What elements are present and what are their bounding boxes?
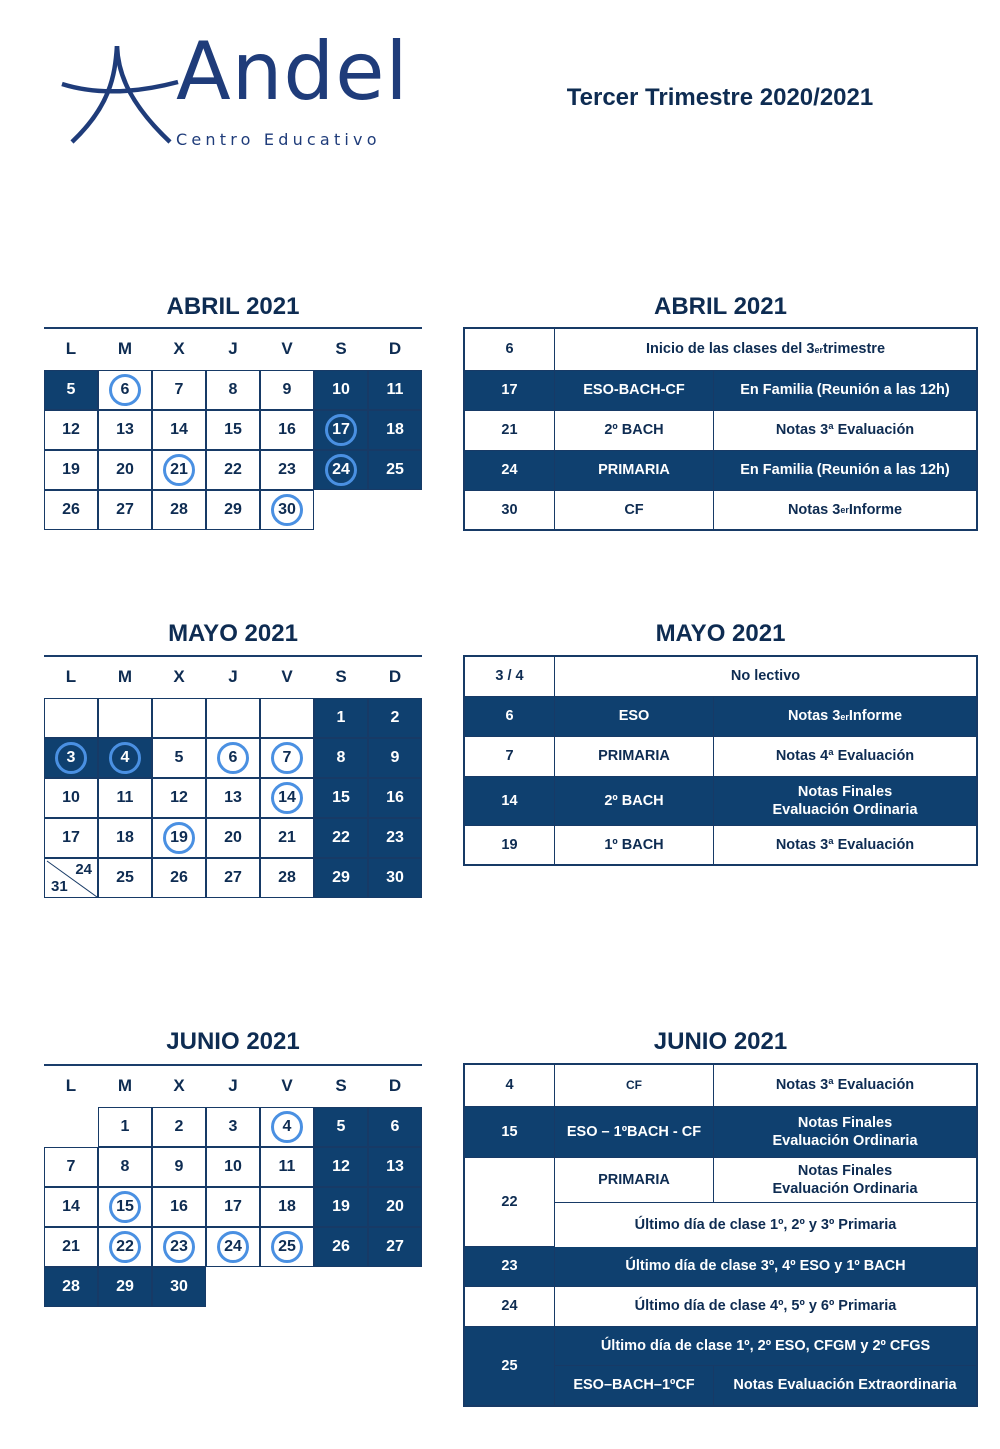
- event-cell: CF: [555, 1065, 714, 1106]
- calendar-day: [152, 698, 206, 738]
- event-row: [465, 826, 976, 864]
- calendar-day: 21: [44, 1227, 98, 1267]
- weekday-label: L: [65, 1076, 77, 1095]
- calendar-day: [260, 1227, 314, 1267]
- weekday-label: V: [281, 1076, 293, 1095]
- calendar-day: 10: [44, 778, 98, 818]
- event-cell: 4: [465, 1065, 555, 1106]
- calendar-day: [98, 1227, 152, 1267]
- weekday-label: S: [335, 339, 347, 358]
- calendar-day: 5: [44, 370, 98, 410]
- event-cell: PRIMARIA: [555, 737, 714, 776]
- event-cell: Notas 3ª Evaluación: [775, 1077, 915, 1094]
- event-cell: 23: [465, 1247, 555, 1286]
- calendar-day: 15: [314, 778, 368, 818]
- event-cell: 15: [465, 1107, 555, 1157]
- calendar-day: [98, 738, 152, 778]
- mayo-events-table: [463, 655, 978, 866]
- highlight-circle: 21: [163, 454, 195, 486]
- event-cell: 17: [465, 371, 555, 410]
- event-row: [465, 1327, 976, 1405]
- event-cell: Inicio de las clases del 3 er trimestre: [645, 341, 886, 358]
- event-row: [465, 329, 976, 371]
- event-row: [465, 451, 976, 491]
- highlight-circle: 15: [109, 1191, 141, 1223]
- calendar-day: [260, 1107, 314, 1147]
- calendar-day: [260, 490, 314, 530]
- calendar-day: 6: [368, 1107, 422, 1147]
- event-cell: Notas Evaluación Extraordinaria: [733, 1377, 957, 1394]
- calendar-day: 16: [260, 410, 314, 450]
- event-row: [465, 1287, 976, 1327]
- calendar-day: 25: [368, 450, 422, 490]
- calendar-day: 2: [368, 698, 422, 738]
- event-cell: Último día de clase 1º, 2º ESO, CFGM y 2º CFGS: [600, 1337, 931, 1354]
- event-cell: No lectivo: [730, 668, 801, 685]
- calendar-day: 11: [260, 1147, 314, 1187]
- weekday-label: M: [117, 1076, 133, 1095]
- event-subrow: [555, 1158, 976, 1203]
- calendar-day: 25: [98, 858, 152, 898]
- event-cell: 30: [465, 491, 555, 529]
- weekday-label: D: [388, 667, 402, 686]
- calendar-day: 10: [206, 1147, 260, 1187]
- calendar-day: 20: [98, 450, 152, 490]
- calendar-day: 11: [98, 778, 152, 818]
- event-subrow: [555, 1366, 976, 1405]
- weekday-header: [44, 1064, 422, 1104]
- event-cell: 3 / 4: [465, 657, 555, 696]
- calendar-day: 1: [314, 698, 368, 738]
- weekday-label: J: [228, 667, 238, 686]
- event-cell: 2º BACH: [555, 411, 714, 450]
- calendar-day: 26: [44, 490, 98, 530]
- calendar-day: [260, 698, 314, 738]
- event-row: [465, 697, 976, 737]
- highlight-circle: 4: [109, 742, 141, 774]
- calendar-day: 9: [152, 1147, 206, 1187]
- weekday-label: X: [173, 1076, 185, 1095]
- calendar-day: [44, 738, 98, 778]
- event-cell: Último día de clase 3º, 4º ESO y 1º BACH: [625, 1258, 906, 1275]
- event-subrow: [555, 1327, 976, 1366]
- calendar-day: [152, 450, 206, 490]
- event-cell: ESO – 1ºBACH - CF: [555, 1107, 714, 1157]
- calendar-day: 21: [260, 818, 314, 858]
- event-row: [465, 1107, 976, 1158]
- event-cell: 6: [465, 697, 555, 736]
- calendar-day: 16: [152, 1187, 206, 1227]
- calendar-day: 22: [314, 818, 368, 858]
- event-cell: ESO–BACH–1ºCF: [555, 1366, 714, 1405]
- weekday-label: X: [173, 667, 185, 686]
- calendar-day: 20: [368, 1187, 422, 1227]
- highlight-circle: 25: [271, 1231, 303, 1263]
- highlight-circle: 23: [163, 1231, 195, 1263]
- weekday-label: V: [281, 339, 293, 358]
- event-row: [465, 491, 976, 529]
- highlight-circle: 6: [217, 742, 249, 774]
- calendar-day: 8: [206, 370, 260, 410]
- weekday-label: J: [228, 339, 238, 358]
- event-cell: 7: [465, 737, 555, 776]
- event-cell: 25: [465, 1327, 555, 1405]
- highlight-circle: 3: [55, 742, 87, 774]
- calendar-day: 7: [152, 370, 206, 410]
- calendar-day: 13: [206, 778, 260, 818]
- calendar-day: 13: [368, 1147, 422, 1187]
- event-cell: 6: [465, 329, 555, 370]
- calendar-day: 27: [368, 1227, 422, 1267]
- calendar-day: 2: [152, 1107, 206, 1147]
- calendar-day: 18: [260, 1187, 314, 1227]
- event-cell: 19: [465, 826, 555, 864]
- event-cell: Notas 3 er Informe: [787, 501, 903, 518]
- event-cell: CF: [555, 491, 714, 529]
- highlight-circle: 14: [271, 782, 303, 814]
- calendar-day: [206, 1227, 260, 1267]
- highlight-circle: 30: [271, 494, 303, 526]
- calendar-day: 26: [314, 1227, 368, 1267]
- calendar-day: 20: [206, 818, 260, 858]
- calendar-day: 8: [314, 738, 368, 778]
- event-subrow: [555, 1203, 976, 1248]
- calendar-day: 12: [152, 778, 206, 818]
- event-cell: Notas Finales Evaluación Ordinaria: [772, 1114, 918, 1149]
- calendar-day: 28: [44, 1267, 98, 1307]
- calendar-day: 10: [314, 370, 368, 410]
- weekday-header: [44, 327, 422, 367]
- weekday-label: V: [281, 667, 293, 686]
- calendar-day: 30: [368, 858, 422, 898]
- highlight-circle: 4: [271, 1111, 303, 1143]
- junio-events-title: JUNIO 2021: [653, 1028, 788, 1055]
- mayo-events-title: MAYO 2021: [655, 620, 786, 647]
- calendar-day: 30: [152, 1267, 206, 1307]
- mayo-calendar-title: MAYO 2021: [168, 620, 298, 647]
- calendar-day: 15: [206, 410, 260, 450]
- calendar-day: [152, 1227, 206, 1267]
- calendar-day: [98, 1187, 152, 1227]
- event-row: [465, 411, 976, 451]
- event-row: [465, 1158, 976, 1247]
- andel-star-icon: [60, 46, 180, 146]
- calendar-day: 1: [98, 1107, 152, 1147]
- document-title: Tercer Trimestre 2020/2021: [566, 84, 874, 111]
- weekday-label: J: [228, 1076, 238, 1095]
- event-cell: Notas 4ª Evaluación: [775, 748, 915, 765]
- event-cell: PRIMARIA: [555, 1158, 714, 1202]
- calendar-day: 26: [152, 858, 206, 898]
- calendar-day: 28: [152, 490, 206, 530]
- calendar-day: 8: [98, 1147, 152, 1187]
- weekday-label: M: [117, 667, 133, 686]
- calendar-day: 28: [260, 858, 314, 898]
- highlight-circle: 6: [109, 374, 141, 406]
- calendar-day: 23: [260, 450, 314, 490]
- weekday-label: L: [65, 667, 77, 686]
- calendar-day: [206, 698, 260, 738]
- andel-logo: [60, 25, 420, 155]
- highlight-circle: 24: [217, 1231, 249, 1263]
- event-row: [465, 657, 976, 697]
- calendar-day: [98, 698, 152, 738]
- calendar-day: 18: [98, 818, 152, 858]
- calendar-day: 7: [44, 1147, 98, 1187]
- calendar-day: [314, 450, 368, 490]
- calendar-day: 19: [44, 450, 98, 490]
- calendar-day: [314, 410, 368, 450]
- calendar-day: 17: [206, 1187, 260, 1227]
- event-cell: 14: [465, 777, 555, 825]
- abril-events-title: ABRIL 2021: [654, 293, 787, 320]
- junio-events-table: [463, 1063, 978, 1407]
- calendar-day: [206, 738, 260, 778]
- calendar-day: 11: [368, 370, 422, 410]
- calendar-day: 9: [368, 738, 422, 778]
- calendar-day: 14: [152, 410, 206, 450]
- calendar-day: 29: [98, 1267, 152, 1307]
- weekday-label: X: [173, 339, 185, 358]
- calendar-day: 12: [44, 410, 98, 450]
- calendar-day: 14: [44, 1187, 98, 1227]
- calendar-day: 18: [368, 410, 422, 450]
- calendar-day: 19: [314, 1187, 368, 1227]
- calendar-day: 13: [98, 410, 152, 450]
- event-cell: 1º BACH: [555, 826, 714, 864]
- junio-calendar-title: JUNIO 2021: [166, 1028, 300, 1055]
- event-row: [465, 1247, 976, 1287]
- event-cell: 24: [465, 451, 555, 490]
- highlight-circle: 24: [325, 454, 357, 486]
- calendar-day: [260, 778, 314, 818]
- calendar-day: 27: [206, 858, 260, 898]
- highlight-circle: 7: [271, 742, 303, 774]
- weekday-label: L: [65, 339, 77, 358]
- calendar-day: 29: [314, 858, 368, 898]
- event-cell: Último día de clase 4º, 5º y 6º Primaria: [634, 1298, 897, 1315]
- calendar-day: 17: [44, 818, 98, 858]
- event-cell: Notas 3 er Informe: [787, 708, 903, 725]
- event-cell: Notas Finales Evaluación Ordinaria: [772, 1162, 918, 1197]
- calendar-day: [152, 818, 206, 858]
- calendar-day: 12: [314, 1147, 368, 1187]
- event-cell: Último día de clase 1º, 2º y 3º Primaria: [555, 1203, 976, 1248]
- event-row: [465, 777, 976, 826]
- weekday-label: D: [388, 339, 402, 358]
- weekday-label: M: [117, 339, 133, 358]
- event-cell: 22: [465, 1158, 555, 1246]
- event-cell: Notas Finales Evaluación Ordinaria: [772, 783, 918, 818]
- weekday-header: [44, 655, 422, 695]
- event-row: [465, 737, 976, 777]
- calendar-day: 22: [206, 450, 260, 490]
- abril-events-table: [463, 327, 978, 531]
- abril-calendar-title: ABRIL 2021: [166, 293, 300, 320]
- calendar-day: 29: [206, 490, 260, 530]
- calendar-day: 5: [152, 738, 206, 778]
- calendar-day: 16: [368, 778, 422, 818]
- weekday-label: S: [335, 667, 347, 686]
- event-cell: 2º BACH: [555, 777, 714, 825]
- event-cell: Notas 3ª Evaluación: [775, 836, 915, 853]
- calendar-day: 23: [368, 818, 422, 858]
- calendar-day: 24 31: [44, 858, 98, 898]
- calendar-day: [98, 370, 152, 410]
- event-cell: ESO-BACH-CF: [555, 371, 714, 410]
- calendar-day: 9: [260, 370, 314, 410]
- event-cell: 21: [465, 411, 555, 450]
- weekday-label: S: [335, 1076, 347, 1095]
- calendar-day: [260, 738, 314, 778]
- highlight-circle: 19: [163, 822, 195, 854]
- calendar-day: [44, 698, 98, 738]
- calendar-day: 5: [314, 1107, 368, 1147]
- event-cell: ESO: [555, 697, 714, 736]
- weekday-label: D: [388, 1076, 402, 1095]
- calendar-day: 27: [98, 490, 152, 530]
- event-row: [465, 371, 976, 411]
- event-cell: 24: [465, 1287, 555, 1326]
- event-row: [465, 1065, 976, 1107]
- event-cell: En Familia (Reunión a las 12h): [740, 382, 950, 399]
- calendar-day: 3: [206, 1107, 260, 1147]
- highlight-circle: 22: [109, 1231, 141, 1263]
- event-cell: En Familia (Reunión a las 12h): [740, 462, 950, 479]
- logo-wordmark: Andel: [176, 25, 409, 118]
- logo-subtitle: Centro Educativo: [176, 130, 381, 149]
- event-cell: Notas 3ª Evaluación: [775, 422, 915, 439]
- event-cell: PRIMARIA: [555, 451, 714, 490]
- highlight-circle: 17: [325, 414, 357, 446]
